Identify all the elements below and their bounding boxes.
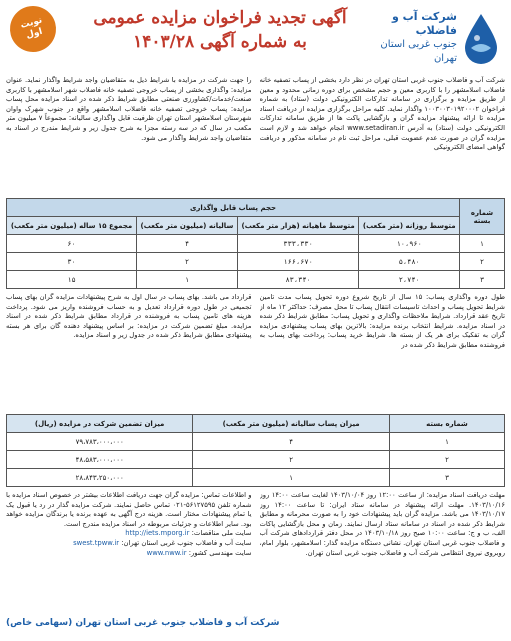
contact-text: و اطلاعات تماس: مزایده گران جهت دریافت اطلاعات بیشتر در خصوص اسناد مزایده با شماره تلفن ۵۶۱۲۷۵۹۵-۰۲۱ تماس حاصل نمایند. شرکت مزایده گذار در رد یا قبول یک یا تمام پیشنهادات مختار است. هزینه درج آگهی به عهده برنده یا برندگان مزایده خواهد بود. سایر اطلاعات و جزئیات مربوطه در اسناد مزایده مندرج است. xyxy=(6,491,252,528)
deadlines-right-column: مهلت دریافت اسناد مزایده: از ساعت ۱۲:۰۰ روز ۱۴۰۳/۱۰/۰۴ لغایت ساعت ۱۴:۰۰ روز ۱۴۰۳/۱۰/۱۶. مهلت ارائه پیشنهاد در سامانه ستاد ایران: تا ساعت ۱۴:۰۰ روز ۱۴۰۳/۱۰/۱۷ می باشد. مزایده گران باید پیشنهادات خود را به صورت محرمانه و مطابق شرایط ذکر شده در اسناد در سامانه ستاد ارسال نمایند. زمان و محل بازگشایی پاکات الف، ب و ج: ساعت ۱۰:۰۰ صبح روز ۱۴۰۳/۱۰/۱۸ در محل دفتر قراردادهای شرکت آب و فاضلاب جنوب غربی استان تهران. نشانی دستگاه مزایده گذار: اسلامشهر، بلوار امام، روبروی نیروی انتظامی شرکت آب و فاضلاب جنوب غربی استان تهران. xyxy=(259,491,505,557)
badge-line1: نوبت xyxy=(19,15,44,31)
intro-right-column: شرکت آب و فاضلاب جنوب غربی استان تهران در نظر دارد بخشی از پساب تصفیه خانه فاضلاب اسلامشهر را با کاربری معین و حجم مشخص برای دوره زمانی محدود و معین از طریق مزایده و برگزاری در سامانه تدارکات الکترونیکی دولت (ستاد) به شماره فراخوان ۱۰۰۳۰۰۳۰۱۹۲۰۰۰۲ واگذار نماید. کلیه مراحل برگزاری مزایده از دریافت اسناد مزایده تا ارائه پیشنهاد مزایده گران و بازگشایی پاکت ها از طریق سامانه تدارکات الکترونیکی دولت (ستاد) به آدرس www.setadiran.ir انجام خواهد شد و لازم است مزایده گران در صورت عدم عضویت قبلی، مراحل ثبت نام در سامانه مذکور و دریافت گواهی امضای الکترونیکی xyxy=(259,76,505,152)
cell-package: ۳ xyxy=(390,469,505,487)
notice-title: آگهی تجدید فراخوان مزایده عمومی xyxy=(93,8,347,28)
guarantee-table xyxy=(6,414,505,487)
table-row xyxy=(7,451,505,469)
table-row xyxy=(7,433,505,451)
water-drop-logo-icon xyxy=(461,12,501,64)
link1-label: سایت ملی مناقصات: xyxy=(191,529,252,538)
table-row xyxy=(7,469,505,487)
company-logo xyxy=(373,6,501,70)
cell-package: ۲ xyxy=(390,451,505,469)
link-nww[interactable]: www.nww.ir xyxy=(146,548,187,557)
conditions-section xyxy=(6,293,505,411)
company-name-line1: شرکت آب و فاضلاب xyxy=(391,10,457,37)
header xyxy=(6,4,505,74)
cell-monthly: ۸۳،۳۴۰ xyxy=(237,271,359,289)
cell-total: ۱۵ xyxy=(7,271,137,289)
cell-monthly: ۱۶۶،۶۷۰ xyxy=(237,253,359,271)
cell-yearly: ۱ xyxy=(137,271,238,289)
table-row xyxy=(7,235,505,253)
header-monthly: متوسط ماهیانه (هزار متر مکعب) xyxy=(237,217,359,235)
table-row xyxy=(7,271,505,289)
cell-package: ۱ xyxy=(390,433,505,451)
cell-yearly: ۴ xyxy=(137,235,238,253)
cell-yearly: ۲ xyxy=(137,253,238,271)
link2-label: سایت آب و فاضلاب جنوب غربی استان تهران: xyxy=(121,538,252,547)
notice-number: به شماره آگهی ۱۴۰۳/۲۸ xyxy=(133,32,307,52)
cell-volume: ۴ xyxy=(193,433,390,451)
round-badge xyxy=(5,1,61,57)
cell-total: ۳۰ xyxy=(7,253,137,271)
title-block xyxy=(85,6,355,54)
volume-table xyxy=(6,198,505,289)
cell-daily: ۵،۴۸۰ xyxy=(359,253,460,271)
company-name-line2: جنوب غربی استان تهران xyxy=(380,39,457,64)
header-package-no: شماره بسته xyxy=(460,199,505,235)
conditions-right-column: طول دوره واگذاری پساب: ۱۵ سال از تاریخ شروع دوره تحویل پساب مدت تامین شرایط تحویل پساب و احداث تاسیسات انتقال پساب تا محل مصرف: حداکثر ۱۲ ماه از تاریخ عقد قرارداد. شرایط ملاحظات واگذاری و تحویل پساب: مطابق شرایط ذکر شده در اسناد مزایده. شرایط انتخاب برنده مزایده: بالاترین بهای پساب پیشنهادی مزایده گران به تفکیک برای هر یک از بسته ها. شرایط خرید پساب: پرداخت بهای پساب به فروشنده مطابق شرایط ذکر شده در xyxy=(259,293,505,349)
cell-no: ۲ xyxy=(460,253,505,271)
intro-section xyxy=(6,76,505,196)
cell-guarantee: ۷۹،۷۸۳،۰۰۰،۰۰۰ xyxy=(7,433,193,451)
cell-guarantee: ۲۸،۸۴۳،۲۵۰،۰۰۰ xyxy=(7,469,193,487)
cell-total: ۶۰ xyxy=(7,235,137,253)
company-signature: شرکت آب و فاضلاب جنوب غربی استان تهران (سهامی خاص) xyxy=(6,618,280,628)
header-daily: متوسط روزانه (متر مکعب) xyxy=(359,217,460,235)
cell-daily: ۱۰،۹۶۰ xyxy=(359,235,460,253)
cell-no: ۱ xyxy=(460,235,505,253)
conditions-left-column: قرارداد می باشد. بهای پساب در سال اول به شرح پیشنهادات مزایده گران بهای پساب تجمیعی در طول دوره قرارداد تعدیل و به حساب فروشنده واریز می شود. پرداخت هزینه های تامین پساب به فروشنده در قرارداد مطابق شرایط ذکر شده در اسناد مزایده. مبلغ تضمین شرکت در مزایده: بر اساس پیشنهاد دهنده گان برای هر بسته پیشنهادی مطابق شرایط ذکر شده در جدول زیر و اسناد مزایده. xyxy=(6,293,252,340)
header-volume-group: حجم پساب قابل واگذاری xyxy=(7,199,460,217)
cell-no: ۳ xyxy=(460,271,505,289)
cell-monthly: ۳۳۳،۳۳۰ xyxy=(237,235,359,253)
badge-line2: اول xyxy=(25,26,44,41)
header-total: مجموع ۱۵ ساله (میلیون متر مکعب) xyxy=(7,217,137,235)
table-row xyxy=(7,253,505,271)
link3-label: سایت مهندسی کشور: xyxy=(188,548,252,557)
link-company-site[interactable]: swest.tpww.ir xyxy=(73,538,120,547)
header-volume: میزان پساب سالیانه (میلیون متر مکعب) xyxy=(193,415,390,433)
intro-left-column: را جهت شرکت در مزایده با شرایط ذیل به متقاضیان واجد شرایط واگذار نماید. عنوان مزایده: واگذاری بخشی از پساب خروجی تصفیه خانه فاضلاب شهر اسلامشهر با کاربری صنعت/خدمات/کشاورزی صنعتی مطابق شرایط ذکر شده در اسناد مزایده محل پساب مزایده: پساب خروجی تصفیه خانه فاضلاب اسلامشهر واقع در جنوب شهرک واوان شهرستان اسلامشهر استان تهران ظرفیت قابل واگذاری سالیانه: مجموعاً ۷ میلیون متر مکعب در سال که در سه رسته مجزا به شرح جدول زیر و شرایط مندرج در اسناد به متقاضیان واجد شرایط واگذار می شود. xyxy=(6,76,252,142)
header-guarantee: میزان تضمین شرکت در مزایده (ریال) xyxy=(7,415,193,433)
cell-volume: ۱ xyxy=(193,469,390,487)
cell-volume: ۲ xyxy=(193,451,390,469)
header-package: شماره بسته xyxy=(390,415,505,433)
link-iets[interactable]: http://iets.mporg.ir xyxy=(125,529,190,538)
header-yearly: سالیانه (میلیون متر مکعب) xyxy=(137,217,238,235)
cell-guarantee: ۴۸،۵۸۳،۰۰۰،۰۰۰ xyxy=(7,451,193,469)
cell-daily: ۲،۷۴۰ xyxy=(359,271,460,289)
